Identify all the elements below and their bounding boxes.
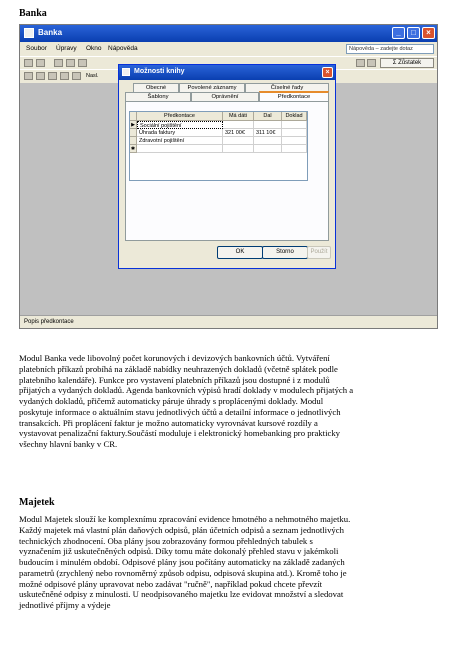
- toolbar-button[interactable]: [60, 72, 69, 80]
- toolbar-button[interactable]: [24, 59, 33, 67]
- text-line: technických zhodnocení. Oba plány jsou zobrazovány formou přehledných tabulek s: [19, 535, 313, 546]
- text-line: uskutečněné odpisy z minulosti. U neodpisovaného majetku lze evidovat množství a sledovat: [19, 589, 344, 600]
- app-titlebar: [20, 25, 437, 42]
- text-line: transakcích. Při proplácení faktur je možno automaticky vyrovnávat kursové rozdíly a: [19, 417, 318, 428]
- grid-cell[interactable]: [282, 137, 307, 145]
- maximize-icon[interactable]: □: [407, 27, 420, 39]
- grid-cell[interactable]: [254, 121, 282, 129]
- toolbar-button[interactable]: [36, 72, 45, 80]
- row-selector[interactable]: [130, 137, 137, 145]
- text-line: přijatých a vydaných dokladů. Agenda bankovních výpisů hradí doklady v modulech přijatých a: [19, 385, 354, 396]
- toolbar-button[interactable]: [66, 59, 75, 67]
- toolbar-button[interactable]: [54, 59, 63, 67]
- toolbar-button[interactable]: [36, 59, 45, 67]
- grid-cell[interactable]: 311 10€: [254, 129, 282, 137]
- toolbar-button[interactable]: [78, 59, 87, 67]
- tab-povolene-zaznamy[interactable]: Povolené záznamy: [179, 83, 245, 92]
- grid-corner: [130, 112, 137, 121]
- text-line: možné odpisové plány upravovat nebo zadávat "ručně", například pokud chcete převzít: [19, 578, 323, 589]
- tab-opravneni[interactable]: Oprávnění: [191, 92, 259, 101]
- paragraph-banka: [19, 353, 438, 450]
- grid-cell[interactable]: [223, 121, 254, 129]
- menu-soubor[interactable]: Soubor: [26, 45, 47, 52]
- app-title: Banka: [38, 28, 63, 37]
- apply-button: Použít: [307, 246, 331, 259]
- grid-cell[interactable]: 321 00€: [223, 129, 254, 137]
- tab-predkontace[interactable]: Předkontace: [259, 91, 329, 102]
- dialog-icon: [122, 68, 130, 76]
- grid-cell[interactable]: [254, 137, 282, 145]
- toolbar-button[interactable]: [72, 72, 81, 80]
- row-selector[interactable]: ▶: [130, 121, 137, 129]
- text-line: vydaných dokladů, přičemž automaticky páruje úhrady s proplácenými doklady. Modul: [19, 396, 324, 406]
- options-dialog: [118, 64, 336, 269]
- text-line: všechny hlavní banky v CR.: [19, 439, 118, 449]
- toolbar-button[interactable]: [367, 59, 376, 67]
- menubar: [20, 42, 437, 56]
- tab-sablony[interactable]: Šablony: [125, 92, 191, 101]
- grid-cell[interactable]: [282, 145, 307, 153]
- text-line: Modul Majetek slouží ke komplexnímu zpracování evidence hmotného a nehmotného majetku.: [19, 514, 351, 524]
- text-line: Modul Banka vede libovolný počet korunových i devizových bankovních účtů. Vytváření: [19, 353, 330, 363]
- text-line: poskytuje informace o aktuálním stavu jednotlivých účtů a detailní informace o jednotlivých: [19, 406, 341, 417]
- paragraph-majetek: [19, 514, 438, 611]
- grid-cell[interactable]: [223, 145, 254, 153]
- text-line: platebních příkazů probíhá na základě nabídky neuhrazených dokladů (včetně splátek podle: [19, 363, 338, 374]
- predkontace-grid: [129, 111, 308, 181]
- help-search-input[interactable]: Nápověda – zadejte dotaz: [346, 44, 434, 54]
- next-button[interactable]: Nasl.: [86, 73, 99, 79]
- heading-majetek: Majetek: [19, 497, 55, 508]
- grid-cell[interactable]: [137, 145, 223, 153]
- status-text: Popis předkontace: [24, 319, 74, 325]
- zustatek-button[interactable]: Σ Zůstatek: [380, 58, 434, 68]
- dialog-title: Možnosti knihy: [134, 68, 185, 75]
- grid-header-dal[interactable]: Dal: [254, 112, 282, 121]
- text-line: parametrů (zrychlený nebo rovnoměrný způsob odpisu, odpisová skupina atd.). Kromě toho je: [19, 567, 347, 578]
- grid-header-predkontace[interactable]: Předkontace: [137, 112, 223, 121]
- grid-cell[interactable]: [282, 121, 307, 129]
- text-line: jednotlivé příjmy a výdeje: [19, 600, 111, 610]
- statusbar: [20, 315, 437, 329]
- tab-obecne[interactable]: Obecné: [133, 83, 179, 92]
- grid-cell[interactable]: Úhrada faktury: [137, 129, 223, 137]
- app-icon: [24, 28, 34, 38]
- ok-button[interactable]: OK: [217, 246, 263, 259]
- cancel-button[interactable]: Storno: [262, 246, 308, 259]
- close-icon[interactable]: ×: [422, 27, 435, 39]
- heading-banka: Banka: [19, 8, 47, 19]
- row-selector-new[interactable]: ✱: [130, 146, 136, 152]
- grid-cell[interactable]: [282, 129, 307, 137]
- grid-cell[interactable]: [254, 145, 282, 153]
- minimize-icon[interactable]: _: [392, 27, 405, 39]
- text-line: vyznačením již uskutečněných odpisů. Díky tomu máte dokonalý přehled stavu v jakémkoli: [19, 546, 339, 557]
- tab-ciselne-rady[interactable]: Číselné řady: [245, 83, 329, 92]
- menu-okno[interactable]: Okno: [86, 45, 102, 52]
- text-line: budoucím i minulém období. Odpisové plány jsou počítány automaticky na základě zadaných: [19, 557, 345, 567]
- text-line: Každý majetek má vlastní plán daňových odpisů, plán účetních odpisů a seznam jednotlivých: [19, 524, 344, 535]
- dialog-titlebar: [119, 65, 335, 80]
- text-line: vystavovat penalizační faktury.Součástí moduluje i elektronický homebanking pro prakticky: [19, 428, 341, 439]
- toolbar-button[interactable]: [24, 72, 33, 80]
- app-screenshot: [19, 24, 438, 329]
- text-line: platebního kalendáře). Funkce pro vystavení platebních příkazů jsou dostupné i z modulů: [19, 374, 330, 385]
- row-selector[interactable]: [130, 129, 137, 137]
- grid-header-doklad[interactable]: Doklad: [282, 112, 307, 121]
- grid-cell[interactable]: Sociální pojištění: [137, 121, 223, 129]
- dialog-close-icon[interactable]: ×: [322, 67, 333, 78]
- grid-header-ma-dati[interactable]: Má dáti: [223, 112, 254, 121]
- menu-upravy[interactable]: Úpravy: [56, 45, 77, 52]
- grid-cell[interactable]: Zdravotní pojištění: [137, 137, 223, 145]
- toolbar-button[interactable]: [356, 59, 365, 67]
- menu-napoveda[interactable]: Nápověda: [108, 45, 138, 52]
- toolbar-button[interactable]: [48, 72, 57, 80]
- grid-cell[interactable]: [223, 137, 254, 145]
